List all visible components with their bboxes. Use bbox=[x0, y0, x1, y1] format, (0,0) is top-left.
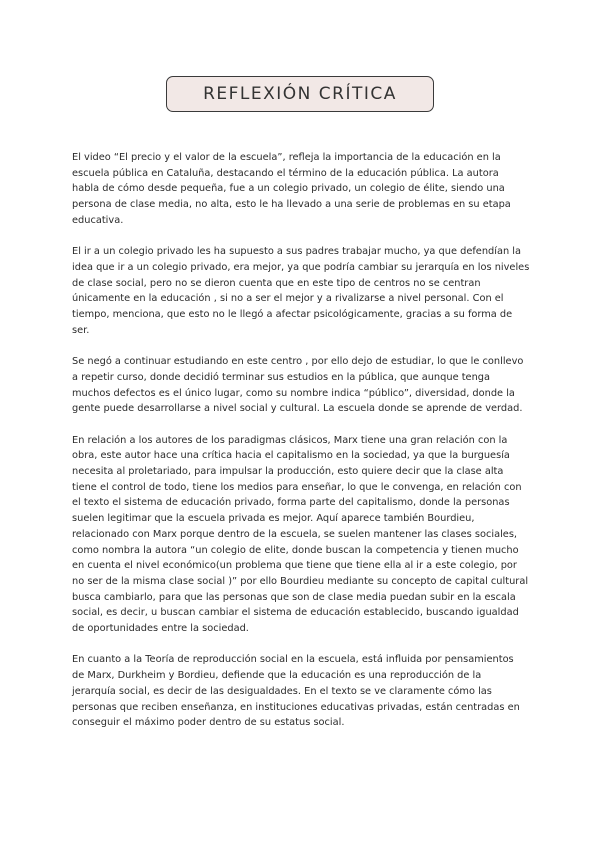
paragraph bbox=[72, 433, 527, 637]
text-line: muchos defectos es el único lugar, como su nombre indica “público”, diversidad, donde la bbox=[72, 387, 515, 399]
text-line: en cuenta el nivel económico(un problema que tiene que tiene ella al ir a este colegio, por bbox=[72, 560, 517, 572]
title-box bbox=[166, 76, 434, 112]
paragraph bbox=[72, 244, 530, 338]
text-line: como nombra la autora “un colegio de elite, donde buscan la competencia y tienen mucho bbox=[72, 544, 519, 556]
text-line: a repetir curso, donde decidió terminar sus estudios en la pública, que aunque tenga bbox=[72, 371, 491, 383]
text-line: relacionado con Marx porque dentro de la escuela, se suelen mantener las clases sociales, bbox=[72, 528, 518, 540]
paragraph bbox=[72, 652, 527, 731]
text-line: busca cambiarlo, para que las personas que son de clase media puedan subir en la escala bbox=[72, 591, 516, 603]
text-line: Se negó a continuar estudiando en este centro , por ello dejo de estudiar, lo que le conllevo bbox=[72, 356, 524, 368]
text-line: tiempo, menciona, que esto no le llegó a afectar psicológicamente, gracias a su forma de bbox=[72, 309, 513, 321]
text-line: persona de clase media, no alta, esto le ha llevado a una serie de problemas en su etapa bbox=[72, 199, 511, 211]
page-title: REFLEXIÓN CRÍTICA bbox=[203, 84, 397, 104]
text-line: En relación a los autores de los paradigmas clásicos, Marx tiene una gran relación con la bbox=[72, 434, 508, 446]
text-line: escuela pública en Cataluña, destacando el término de la educación pública. La autora bbox=[72, 167, 499, 179]
text-line: de oportunidades entre la sociedad. bbox=[72, 623, 249, 635]
text-line: obra, este autor hace una crítica hacia el capitalismo en la sociedad, ya que la burguesía bbox=[72, 450, 510, 462]
text-line: no ser de la misma clase social )” por ello Bourdieu mediante su concepto de capital cultural bbox=[72, 575, 529, 587]
text-line: En cuanto a la Teoría de reproducción social en la escuela, está influida por pensamientos bbox=[72, 654, 514, 666]
text-line: El ir a un colegio privado les ha supuesto a sus padres trabajar mucho, ya que defendían la bbox=[72, 246, 522, 258]
text-line: habla de cómo desde pequeña, fue a un colegio privado, un colegio de élite, siendo una bbox=[72, 183, 505, 195]
text-line: social, es decir, u buscan cambiar el sistema de educación establecido, buscando igualdad bbox=[72, 607, 519, 619]
text-line: de clase social, pero no se dieron cuenta que en este tipo de centros no se centran bbox=[72, 277, 481, 289]
text-line: El video “El precio y el valor de la escuela”, refleja la importancia de la educación en la bbox=[72, 152, 501, 163]
text-line: el texto el sistema de educación privado, forma parte del capitalismo, donde la personas bbox=[72, 497, 510, 509]
text-line: personas que reciben enseñanza, en instituciones educativas privadas, están centradas en bbox=[72, 701, 520, 713]
text-line: suelen legitimar que la escuela privada es mejor. Aquí aparece también Bourdieu, bbox=[72, 513, 475, 525]
document-body bbox=[72, 150, 530, 747]
text-line: conseguir el máximo poder dentro de su estatus social. bbox=[72, 717, 345, 729]
paragraph bbox=[72, 150, 527, 229]
text-line: jerarquía social, es decir de las desigualdades. En el texto se ve claramente cómo las bbox=[72, 685, 492, 697]
text-line: gente puede desarrollarse a nivel social y cultural. La escuela donde se aprende de verdad. bbox=[72, 403, 523, 415]
text-line: ser. bbox=[72, 324, 90, 336]
text-line: de Marx, Durkheim y Bordieu, defiende que la educación es una reproducción de la bbox=[72, 670, 482, 682]
text-line: educativa. bbox=[72, 214, 124, 226]
text-line: tiene el control de todo, tiene los medios para enseñar, lo que le convenga, en relación con bbox=[72, 481, 522, 493]
text-line: idea que ir a un colegio privado, era mejor, ya que podría cambiar su jerarquía en los niveles bbox=[72, 261, 530, 273]
paragraph bbox=[72, 354, 527, 417]
text-line: necesita al proletariado, para impulsar la producción, esto quiere decir que la clase alta bbox=[72, 466, 504, 478]
text-line: únicamente en la educación , si no a ser el mejor y a rivalizarse a nivel personal. Con el bbox=[72, 293, 504, 305]
